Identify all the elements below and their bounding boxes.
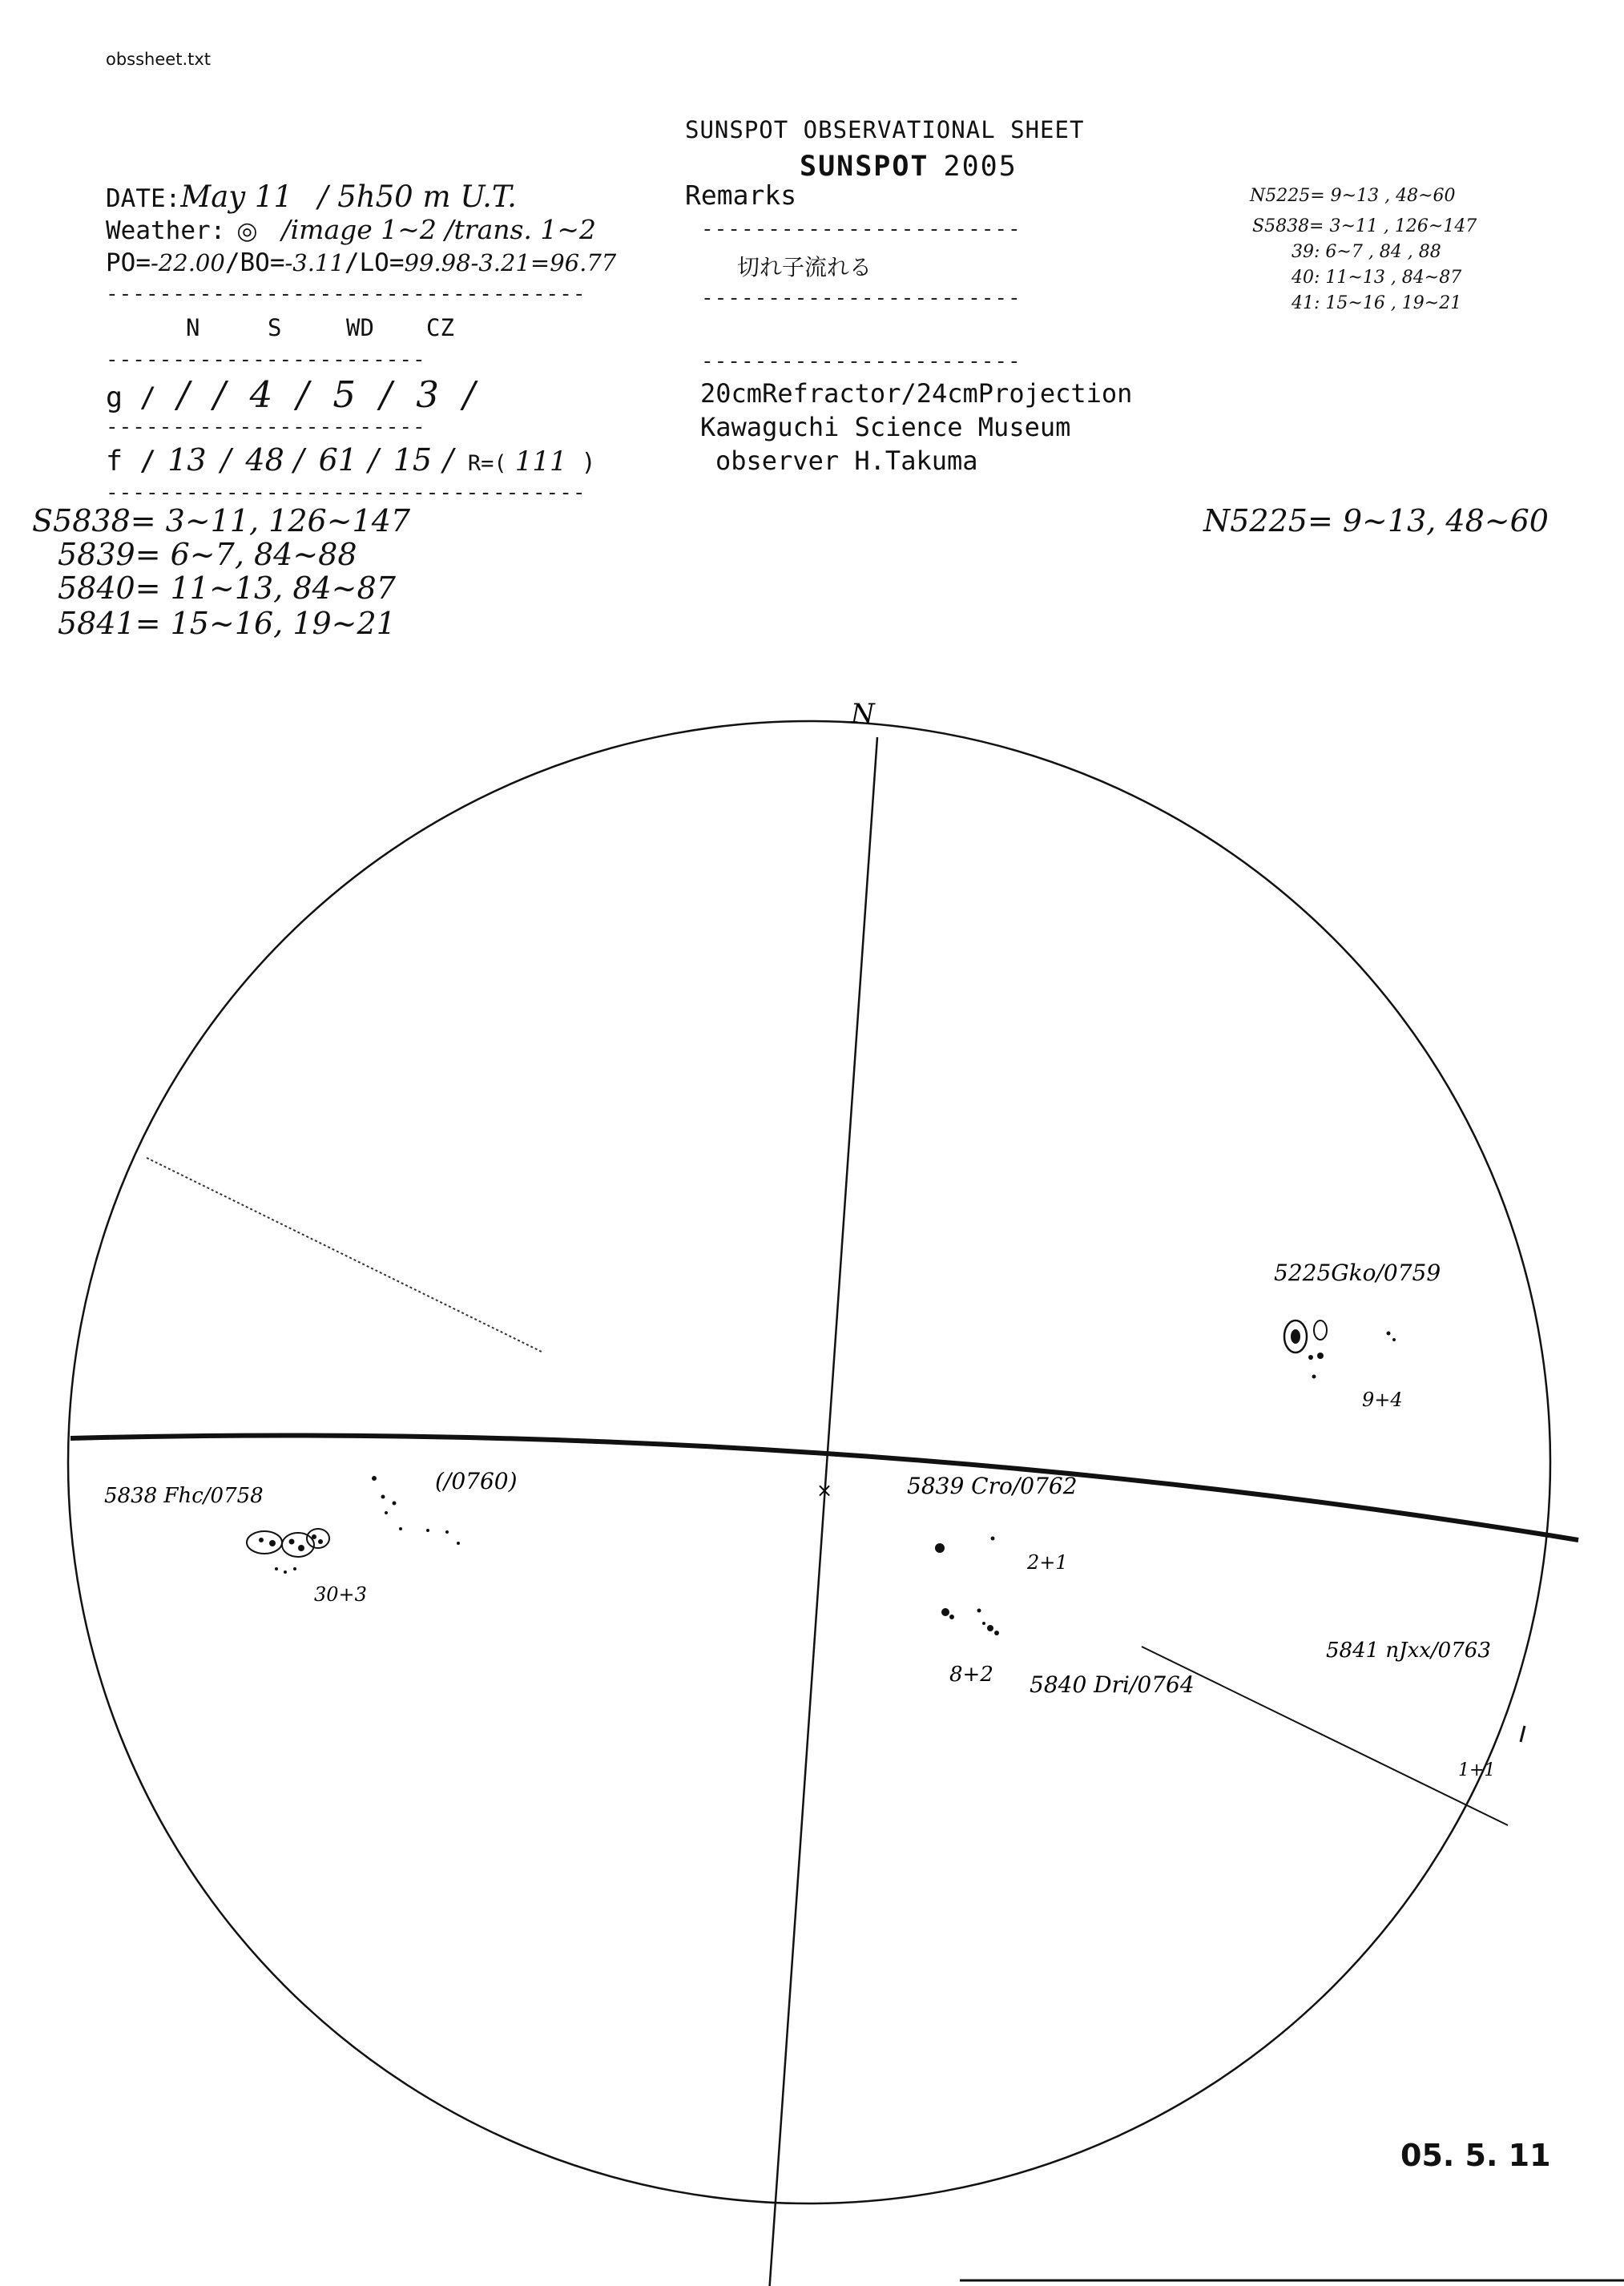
weather-icon: ◎ xyxy=(236,217,258,245)
divider-1: ------------------------------------ xyxy=(106,282,586,306)
label-5841: 5841 nJxx/0763 xyxy=(1326,1639,1491,1663)
count-5841: 1+1 xyxy=(1458,1760,1496,1780)
time-value: / 5h50 m U.T. xyxy=(318,179,517,214)
guide-line-right xyxy=(1142,1647,1508,1825)
l0-value: 99.98-3.21=96.77 xyxy=(404,249,617,276)
g-label: g / xyxy=(106,382,157,414)
g-n: / xyxy=(177,373,190,416)
date-stamp: 05. 5. 11 xyxy=(1400,2138,1551,2173)
col-s: S xyxy=(268,314,282,341)
guide-line-left xyxy=(147,1158,543,1353)
p0-label: PO= xyxy=(106,248,151,277)
g-s: 4 xyxy=(249,373,273,416)
note-tr-1: N5225= 9~13 , 48~60 xyxy=(1250,186,1456,206)
remarks-label: Remarks xyxy=(685,179,797,211)
g-cz: 3 xyxy=(416,373,439,416)
g-sep2: / xyxy=(296,373,309,416)
l0-label: /LO= xyxy=(344,248,405,277)
spot-group-5838 xyxy=(247,1476,460,1574)
count-5840: 8+2 xyxy=(949,1663,993,1687)
note-left-1: S5838= 3~11, 126~147 xyxy=(32,503,411,538)
note-tr-5: 41: 15~16 , 19~21 xyxy=(1292,293,1462,313)
r-close: ) xyxy=(581,449,596,477)
count-5838: 30+3 xyxy=(314,1583,367,1606)
note-left-3: 5840= 11~13, 84~87 xyxy=(58,570,396,606)
label-0760: (/0760) xyxy=(435,1468,518,1494)
f-s: 48 xyxy=(245,442,284,478)
g-sep4: / xyxy=(462,373,475,416)
note-tr-3: 39: 6~7 , 84 , 88 xyxy=(1292,242,1441,262)
g-sep1: / xyxy=(213,373,226,416)
spot-group-5840 xyxy=(941,1608,999,1635)
col-n: N xyxy=(186,314,200,341)
central-meridian xyxy=(769,737,877,2286)
r-value: 111 xyxy=(514,446,567,478)
label-5839: 5839 Cro/0762 xyxy=(907,1473,1078,1499)
f-cz: 15 xyxy=(393,442,433,478)
f-wd: 61 xyxy=(318,442,357,478)
count-5839: 2+1 xyxy=(1027,1551,1068,1574)
center-mark: × xyxy=(816,1479,833,1502)
r-label: R=( xyxy=(467,451,507,476)
divider-3: ------------------------ xyxy=(106,415,426,439)
count-5225: 9+4 xyxy=(1362,1389,1403,1411)
note-tr-2: S5838= 3~11 , 126~147 xyxy=(1252,216,1477,236)
divider-4: ------------------------------------ xyxy=(106,481,586,505)
sheet-year: 2005 xyxy=(943,151,1018,183)
f-sep3: / xyxy=(368,442,379,478)
label-5838: 5838 Fhc/0758 xyxy=(104,1484,264,1508)
p0-value: -22.00 xyxy=(151,249,225,276)
f-sep1: / xyxy=(220,442,232,478)
note-right: N5225= 9~13, 48~60 xyxy=(1203,503,1549,538)
note-left-4: 5841= 15~16, 19~21 xyxy=(58,606,396,641)
remarks-divider-2: ------------------------ xyxy=(701,286,1022,310)
label-5225: 5225Gko/0759 xyxy=(1274,1260,1441,1286)
f-sep2: / xyxy=(293,442,304,478)
file-name: obssheet.txt xyxy=(106,50,212,69)
spot-group-5841 xyxy=(1521,1726,1525,1742)
b0-value: -3.11 xyxy=(284,249,345,276)
spot-group-5225 xyxy=(1284,1320,1396,1379)
f-label: f / xyxy=(106,446,157,478)
col-wd: WD xyxy=(346,314,374,341)
note-tr-4: 40: 11~13 , 84~87 xyxy=(1292,268,1462,288)
solar-disk-outline xyxy=(68,721,1550,2203)
location: Kawaguchi Science Museum xyxy=(700,412,1071,442)
subtitle-text: SUNSPOT xyxy=(800,151,929,183)
equipment: 20cmRefractor/24cmProjection xyxy=(700,378,1133,409)
remarks-divider-1: ------------------------ xyxy=(701,217,1022,241)
observer: observer H.Takuma xyxy=(715,446,978,476)
remarks-divider-3: ------------------------ xyxy=(701,349,1022,373)
g-wd: 5 xyxy=(332,373,357,416)
f-n: 13 xyxy=(167,442,207,478)
weather-label: Weather: xyxy=(106,216,226,245)
remarks-handwritten: 切れ子流れる xyxy=(737,254,872,280)
spot-group-5839 xyxy=(935,1537,995,1554)
north-mark: N xyxy=(851,698,875,730)
g-sep3: / xyxy=(380,373,393,416)
label-5840: 5840 Dri/0764 xyxy=(1030,1671,1195,1698)
divider-2: ------------------------ xyxy=(106,348,426,372)
sheet-title: SUNSPOT OBSERVATIONAL SHEET xyxy=(685,116,1085,143)
b0-label: /BO= xyxy=(224,248,285,277)
date-label: DATE: xyxy=(106,184,181,213)
f-sep4: / xyxy=(443,442,453,478)
note-left-2: 5839= 6~7, 84~88 xyxy=(58,537,357,572)
col-cz: CZ xyxy=(426,314,454,341)
date-value: May 11 xyxy=(180,179,293,214)
weather-rest: /image 1~2 /trans. 1~2 xyxy=(281,214,597,245)
